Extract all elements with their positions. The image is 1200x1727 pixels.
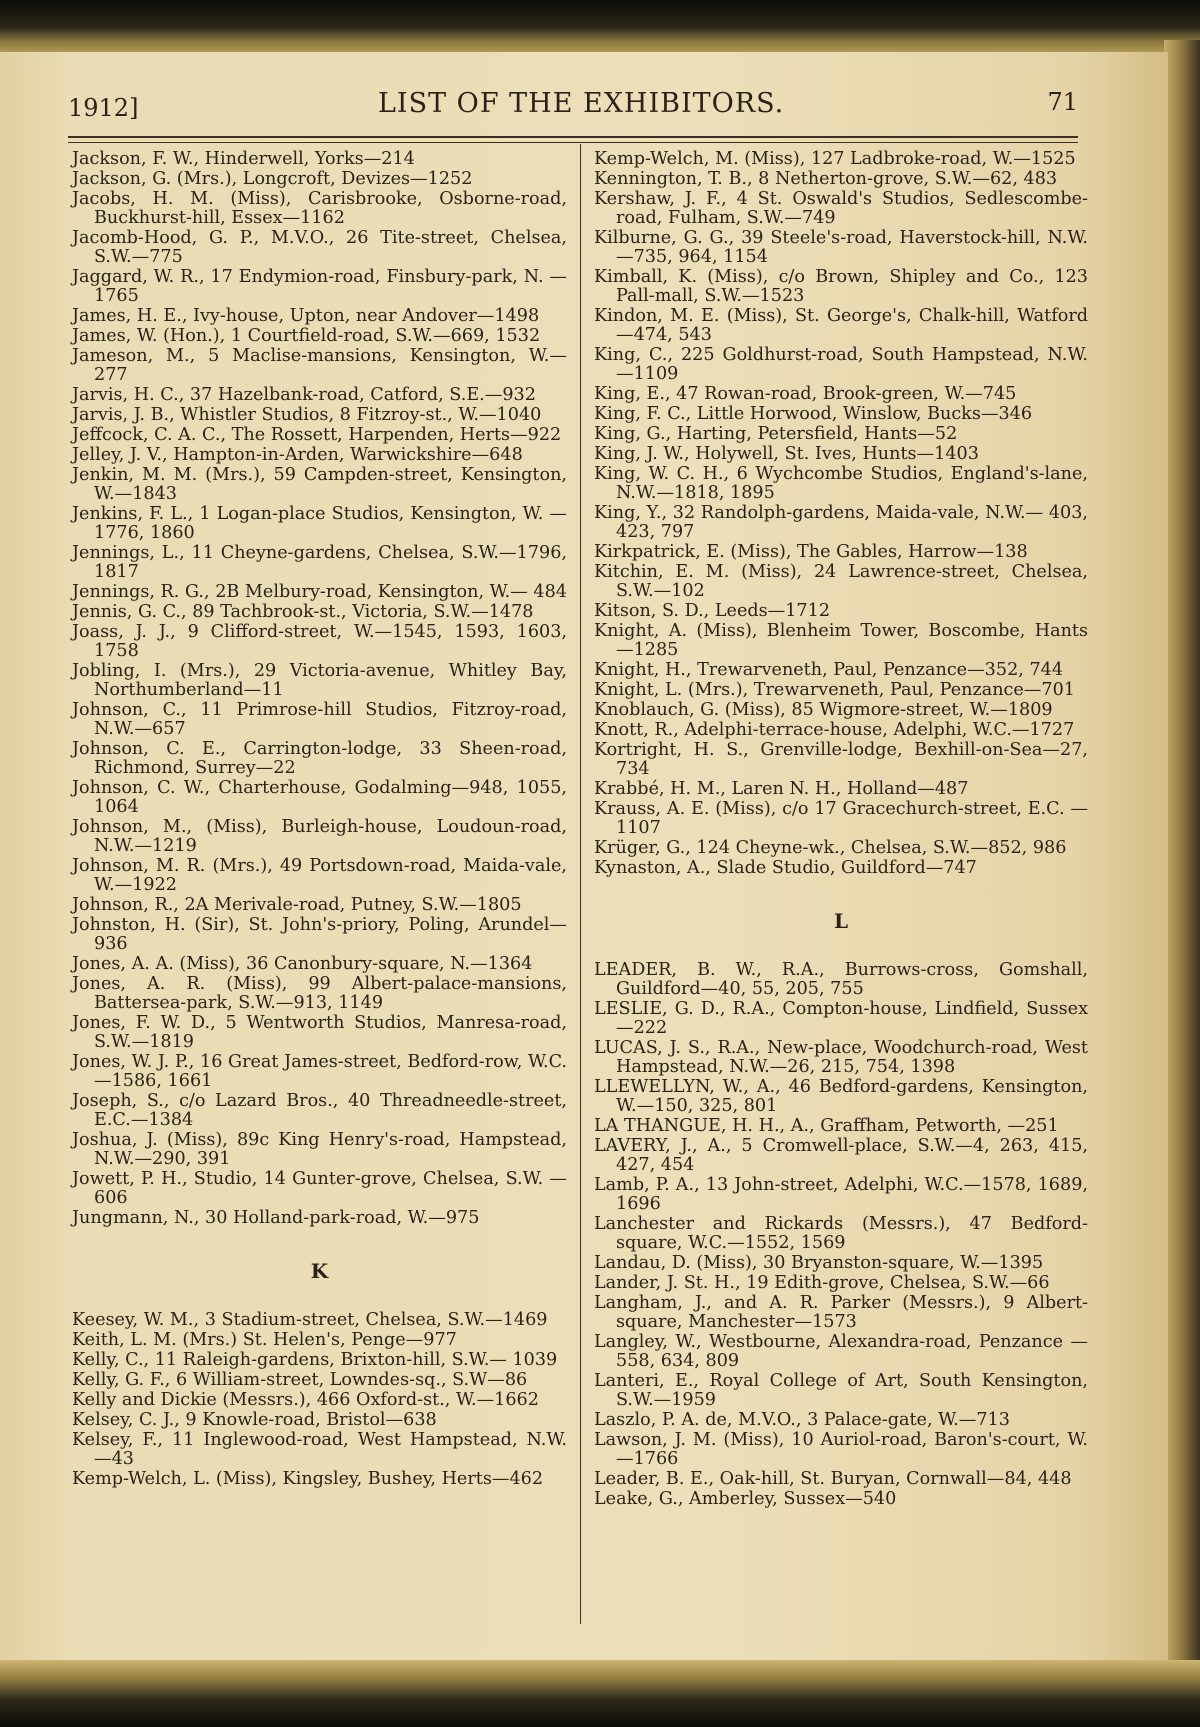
exhibitor-entry: Keith, L. M. (Mrs.) St. Helen's, Penge—977	[72, 1330, 457, 1350]
exhibitor-entry: Joseph, S., c/o Lazard Bros., 40 Threadneedle-street, E.C.—1384	[72, 1091, 567, 1130]
exhibitor-entry: Jarvis, H. C., 37 Hazelbank-road, Catford, S.E.—932	[72, 385, 536, 405]
exhibitor-entry: Kindon, M. E. (Miss), St. George's, Chalk-hill, Watford —474, 543	[594, 306, 1088, 345]
exhibitor-entry: Jennis, G. C., 89 Tachbrook-st., Victoria, S.W.—1478	[72, 602, 534, 622]
exhibitor-entry: Jeffcock, C. A. C., The Rossett, Harpenden, Herts—922	[72, 425, 562, 445]
exhibitor-entry: Jones, A. A. (Miss), 36 Canonbury-square, N.—1364	[72, 954, 533, 974]
exhibitor-entry: Kitchin, E. M. (Miss), 24 Lawrence-street, Chelsea, S.W.—102	[594, 562, 1088, 601]
exhibitor-entry: Leader, B. E., Oak-hill, St. Buryan, Cornwall—84, 448	[594, 1469, 1072, 1489]
exhibitor-entry: Jungmann, N., 30 Holland-park-road, W.—975	[72, 1208, 480, 1228]
exhibitor-entry: Kimball, K. (Miss), c/o Brown, Shipley and Co., 123 Pall-mall, S.W.—1523	[594, 267, 1088, 306]
exhibitor-entry: Jacomb-Hood, G. P., M.V.O., 26 Tite-street, Chelsea, S.W.—775	[72, 228, 567, 267]
exhibitor-entry: Jacobs, H. M. (Miss), Carisbrooke, Osborne-road, Buckhurst-hill, Essex—1162	[72, 189, 567, 228]
exhibitor-entry: Johnson, R., 2A Merivale-road, Putney, S.W.—1805	[72, 895, 522, 915]
exhibitor-entry: Kennington, T. B., 8 Netherton-grove, S.W.—62, 483	[594, 169, 1058, 189]
exhibitor-entry: James, H. E., Ivy-house, Upton, near Andover—1498	[72, 306, 540, 326]
exhibitor-entry: Jennings, L., 11 Cheyne-gardens, Chelsea, S.W.—1796, 1817	[72, 543, 567, 582]
exhibitor-entry: Krauss, A. E. (Miss), c/o 17 Gracechurch-street, E.C. —1107	[594, 799, 1088, 838]
exhibitor-entry: Kemp-Welch, M. (Miss), 127 Ladbroke-road, W.—1525	[594, 149, 1076, 169]
exhibitor-entry: Johnson, C. E., Carrington-lodge, 33 Sheen-road, Richmond, Surrey—22	[72, 739, 567, 778]
header-rule	[68, 136, 1078, 143]
exhibitor-entry: LAVERY, J., A., 5 Cromwell-place, S.W.—4, 263, 415, 427, 454	[594, 1136, 1088, 1175]
exhibitor-entry: Joshua, J. (Miss), 89c King Henry's-road, Hampstead, N.W.—290, 391	[72, 1130, 567, 1169]
exhibitor-entry: Jobling, I. (Mrs.), 29 Victoria-avenue, Whitley Bay, Northumberland—11	[72, 661, 567, 700]
section-heading-l: L	[833, 909, 849, 933]
exhibitor-entry: Landau, D. (Miss), 30 Bryanston-square, W.—1395	[594, 1253, 1044, 1273]
book-spine-edge	[1164, 40, 1200, 1680]
exhibitor-entry: Knight, A. (Miss), Blenheim Tower, Boscombe, Hants —1285	[594, 621, 1088, 660]
section-heading-k: K	[310, 1259, 329, 1283]
page-number: 71	[1047, 88, 1078, 116]
exhibitor-entry: King, J. W., Holywell, St. Ives, Hunts—1403	[594, 444, 979, 464]
exhibitor-entry: King, C., 225 Goldhurst-road, South Hampstead, N.W.—1109	[594, 345, 1088, 384]
exhibitor-entry: Krabbé, H. M., Laren N. H., Holland—487	[594, 779, 969, 799]
exhibitor-entry: Kitson, S. D., Leeds—1712	[594, 601, 831, 621]
book-page	[0, 52, 1168, 1668]
right-column	[594, 150, 1088, 1510]
exhibitor-entry: Kilburne, G. G., 39 Steele's-road, Haverstock-hill, N.W.—735, 964, 1154	[594, 228, 1088, 267]
exhibitor-entry: Kelly and Dickie (Messrs.), 466 Oxford-st., W.—1662	[72, 1390, 539, 1410]
exhibitor-entry: Kershaw, J. F., 4 St. Oswald's Studios, Sedlescombe-road, Fulham, S.W.—749	[594, 189, 1088, 228]
header-title: LIST OF THE EXHIBITORS.	[378, 88, 785, 119]
exhibitor-entry: King, W. C. H., 6 Wychcombe Studios, England's-lane, N.W.—1818, 1895	[594, 464, 1088, 503]
exhibitor-entry: Johnson, C. W., Charterhouse, Godalming—948, 1055, 1064	[72, 778, 567, 817]
exhibitor-entry: King, F. C., Little Horwood, Winslow, Bucks—346	[594, 404, 1033, 424]
exhibitor-entry: Lawson, J. M. (Miss), 10 Auriol-road, Baron's-court, W.—1766	[594, 1430, 1088, 1469]
exhibitor-entry: Jameson, M., 5 Maclise-mansions, Kensington, W.— 277	[72, 346, 567, 385]
entries-k-list	[72, 1311, 567, 1489]
exhibitor-entry: King, Y., 32 Randolph-gardens, Maida-vale, N.W.— 403, 423, 797	[594, 503, 1088, 542]
exhibitor-entry: Jenkins, F. L., 1 Logan-place Studios, Kensington, W. —1776, 1860	[72, 504, 567, 543]
exhibitor-entry: Kelsey, F., 11 Inglewood-road, West Hampstead, N.W. —43	[72, 1430, 567, 1469]
exhibitor-entry: Jackson, G. (Mrs.), Longcroft, Devizes—1252	[72, 169, 473, 189]
exhibitor-entry: LLEWELLYN, W., A., 46 Bedford-gardens, Kensington, W.—150, 325, 801	[594, 1077, 1088, 1116]
exhibitor-entry: Lanteri, E., Royal College of Art, South Kensington, S.W.—1959	[594, 1371, 1088, 1410]
exhibitor-entry: Lamb, P. A., 13 John-street, Adelphi, W.C.—1578, 1689, 1696	[594, 1175, 1088, 1214]
exhibitor-entry: Jackson, F. W., Hinderwell, Yorks—214	[72, 149, 415, 169]
exhibitor-entry: Jones, A. R. (Miss), 99 Albert-palace-mansions, Battersea-park, S.W.—913, 1149	[72, 974, 567, 1013]
exhibitor-entry: Jelley, J. V., Hampton-in-Arden, Warwickshire—648	[72, 445, 523, 465]
exhibitor-entry: Kemp-Welch, L. (Miss), Kingsley, Bushey, Herts—462	[72, 1469, 544, 1489]
column-divider	[580, 144, 581, 1624]
exhibitor-entry: Knoblauch, G. (Miss), 85 Wigmore-street, W.—1809	[594, 700, 1053, 720]
exhibitor-entry: Jones, F. W. D., 5 Wentworth Studios, Manresa-road, S.W.—1819	[72, 1013, 567, 1052]
book-edge-top	[0, 0, 1200, 60]
exhibitor-entry: Langley, W., Westbourne, Alexandra-road, Penzance —558, 634, 809	[594, 1332, 1088, 1371]
exhibitor-entry: LEADER, B. W., R.A., Burrows-cross, Gomshall, Guildford—40, 55, 205, 755	[594, 960, 1088, 999]
exhibitor-entry: LUCAS, J. S., R.A., New-place, Woodchurch-road, West Hampstead, N.W.—26, 215, 754, 1398	[594, 1038, 1088, 1077]
exhibitor-entry: Lanchester and Rickards (Messrs.), 47 Bedford-square, W.C.—1552, 1569	[594, 1214, 1088, 1253]
exhibitor-entry: Langham, J., and A. R. Parker (Messrs.), 9 Albert-square, Manchester—1573	[594, 1293, 1088, 1332]
exhibitor-entry: Jones, W. J. P., 16 Great James-street, Bedford-row, W.C.—1586, 1661	[72, 1052, 567, 1091]
left-column	[72, 150, 567, 1490]
exhibitor-entry: Lander, J. St. H., 19 Edith-grove, Chelsea, S.W.—66	[594, 1273, 1050, 1293]
exhibitor-entry: Kelsey, C. J., 9 Knowle-road, Bristol—638	[72, 1410, 437, 1430]
exhibitor-entry: LA THANGUE, H. H., A., Graffham, Petworth, —251	[594, 1116, 1059, 1136]
exhibitor-entry: Knight, H., Trewarveneth, Paul, Penzance—352, 744	[594, 660, 1064, 680]
exhibitor-entry: Kelly, G. F., 6 William-street, Lowndes-sq., S.W—86	[72, 1370, 528, 1390]
exhibitor-entry: Kirkpatrick, E. (Miss), The Gables, Harrow—138	[594, 542, 1028, 562]
exhibitor-entry: Laszlo, P. A. de, M.V.O., 3 Palace-gate, W.—713	[594, 1410, 1010, 1430]
exhibitor-entry: Jenkin, M. M. (Mrs.), 59 Campden-street, Kensington, W.—1843	[72, 465, 567, 504]
exhibitor-entry: Leake, G., Amberley, Sussex—540	[594, 1489, 897, 1509]
entries-l-list	[594, 961, 1088, 1509]
exhibitor-entry: Jennings, R. G., 2B Melbury-road, Kensington, W.— 484	[72, 582, 568, 602]
exhibitor-entry: Johnson, M. R. (Mrs.), 49 Portsdown-road, Maida-vale, W.—1922	[72, 856, 567, 895]
exhibitor-entry: Keesey, W. M., 3 Stadium-street, Chelsea, S.W.—1469	[72, 1310, 548, 1330]
exhibitor-entry: Knott, R., Adelphi-terrace-house, Adelphi, W.C.—1727	[594, 720, 1075, 740]
exhibitor-entry: Johnson, M., (Miss), Burleigh-house, Loudoun-road, N.W.—1219	[72, 817, 567, 856]
exhibitor-entry: Kortright, H. S., Grenville-lodge, Bexhill-on-Sea—27, 734	[594, 740, 1088, 779]
exhibitor-entry: Kelly, C., 11 Raleigh-gardens, Brixton-hill, S.W.— 1039	[72, 1350, 558, 1370]
exhibitor-entry: Johnson, C., 11 Primrose-hill Studios, Fitzroy-road, N.W.—657	[72, 700, 567, 739]
entries-j-list	[72, 150, 567, 1228]
book-edge-bottom	[0, 1660, 1200, 1727]
exhibitor-entry: Kynaston, A., Slade Studio, Guildford—747	[594, 858, 977, 878]
exhibitor-entry: Joass, J. J., 9 Clifford-street, W.—1545, 1593, 1603, 1758	[72, 622, 567, 661]
header-year: 1912]	[68, 94, 139, 122]
entries-k-continued-list	[594, 150, 1088, 878]
exhibitor-entry: James, W. (Hon.), 1 Courtfield-road, S.W.—669, 1532	[72, 326, 541, 346]
page-header	[68, 82, 1078, 132]
exhibitor-entry: Johnston, H. (Sir), St. John's-priory, Poling, Arundel— 936	[72, 915, 567, 954]
exhibitor-entry: Knight, L. (Mrs.), Trewarveneth, Paul, Penzance—701	[594, 680, 1075, 700]
exhibitor-entry: Jarvis, J. B., Whistler Studios, 8 Fitzroy-st., W.—1040	[72, 405, 542, 425]
exhibitor-entry: Jowett, P. H., Studio, 14 Gunter-grove, Chelsea, S.W. —606	[72, 1169, 567, 1208]
exhibitor-entry: Krüger, G., 124 Cheyne-wk., Chelsea, S.W.—852, 986	[594, 838, 1067, 858]
exhibitor-entry: LESLIE, G. D., R.A., Compton-house, Lindfield, Sussex—222	[594, 999, 1088, 1038]
exhibitor-entry: King, G., Harting, Petersfield, Hants—52	[594, 424, 958, 444]
exhibitor-entry: King, E., 47 Rowan-road, Brook-green, W.—745	[594, 384, 1017, 404]
exhibitor-entry: Jaggard, W. R., 17 Endymion-road, Finsbury-park, N. —1765	[72, 267, 567, 306]
